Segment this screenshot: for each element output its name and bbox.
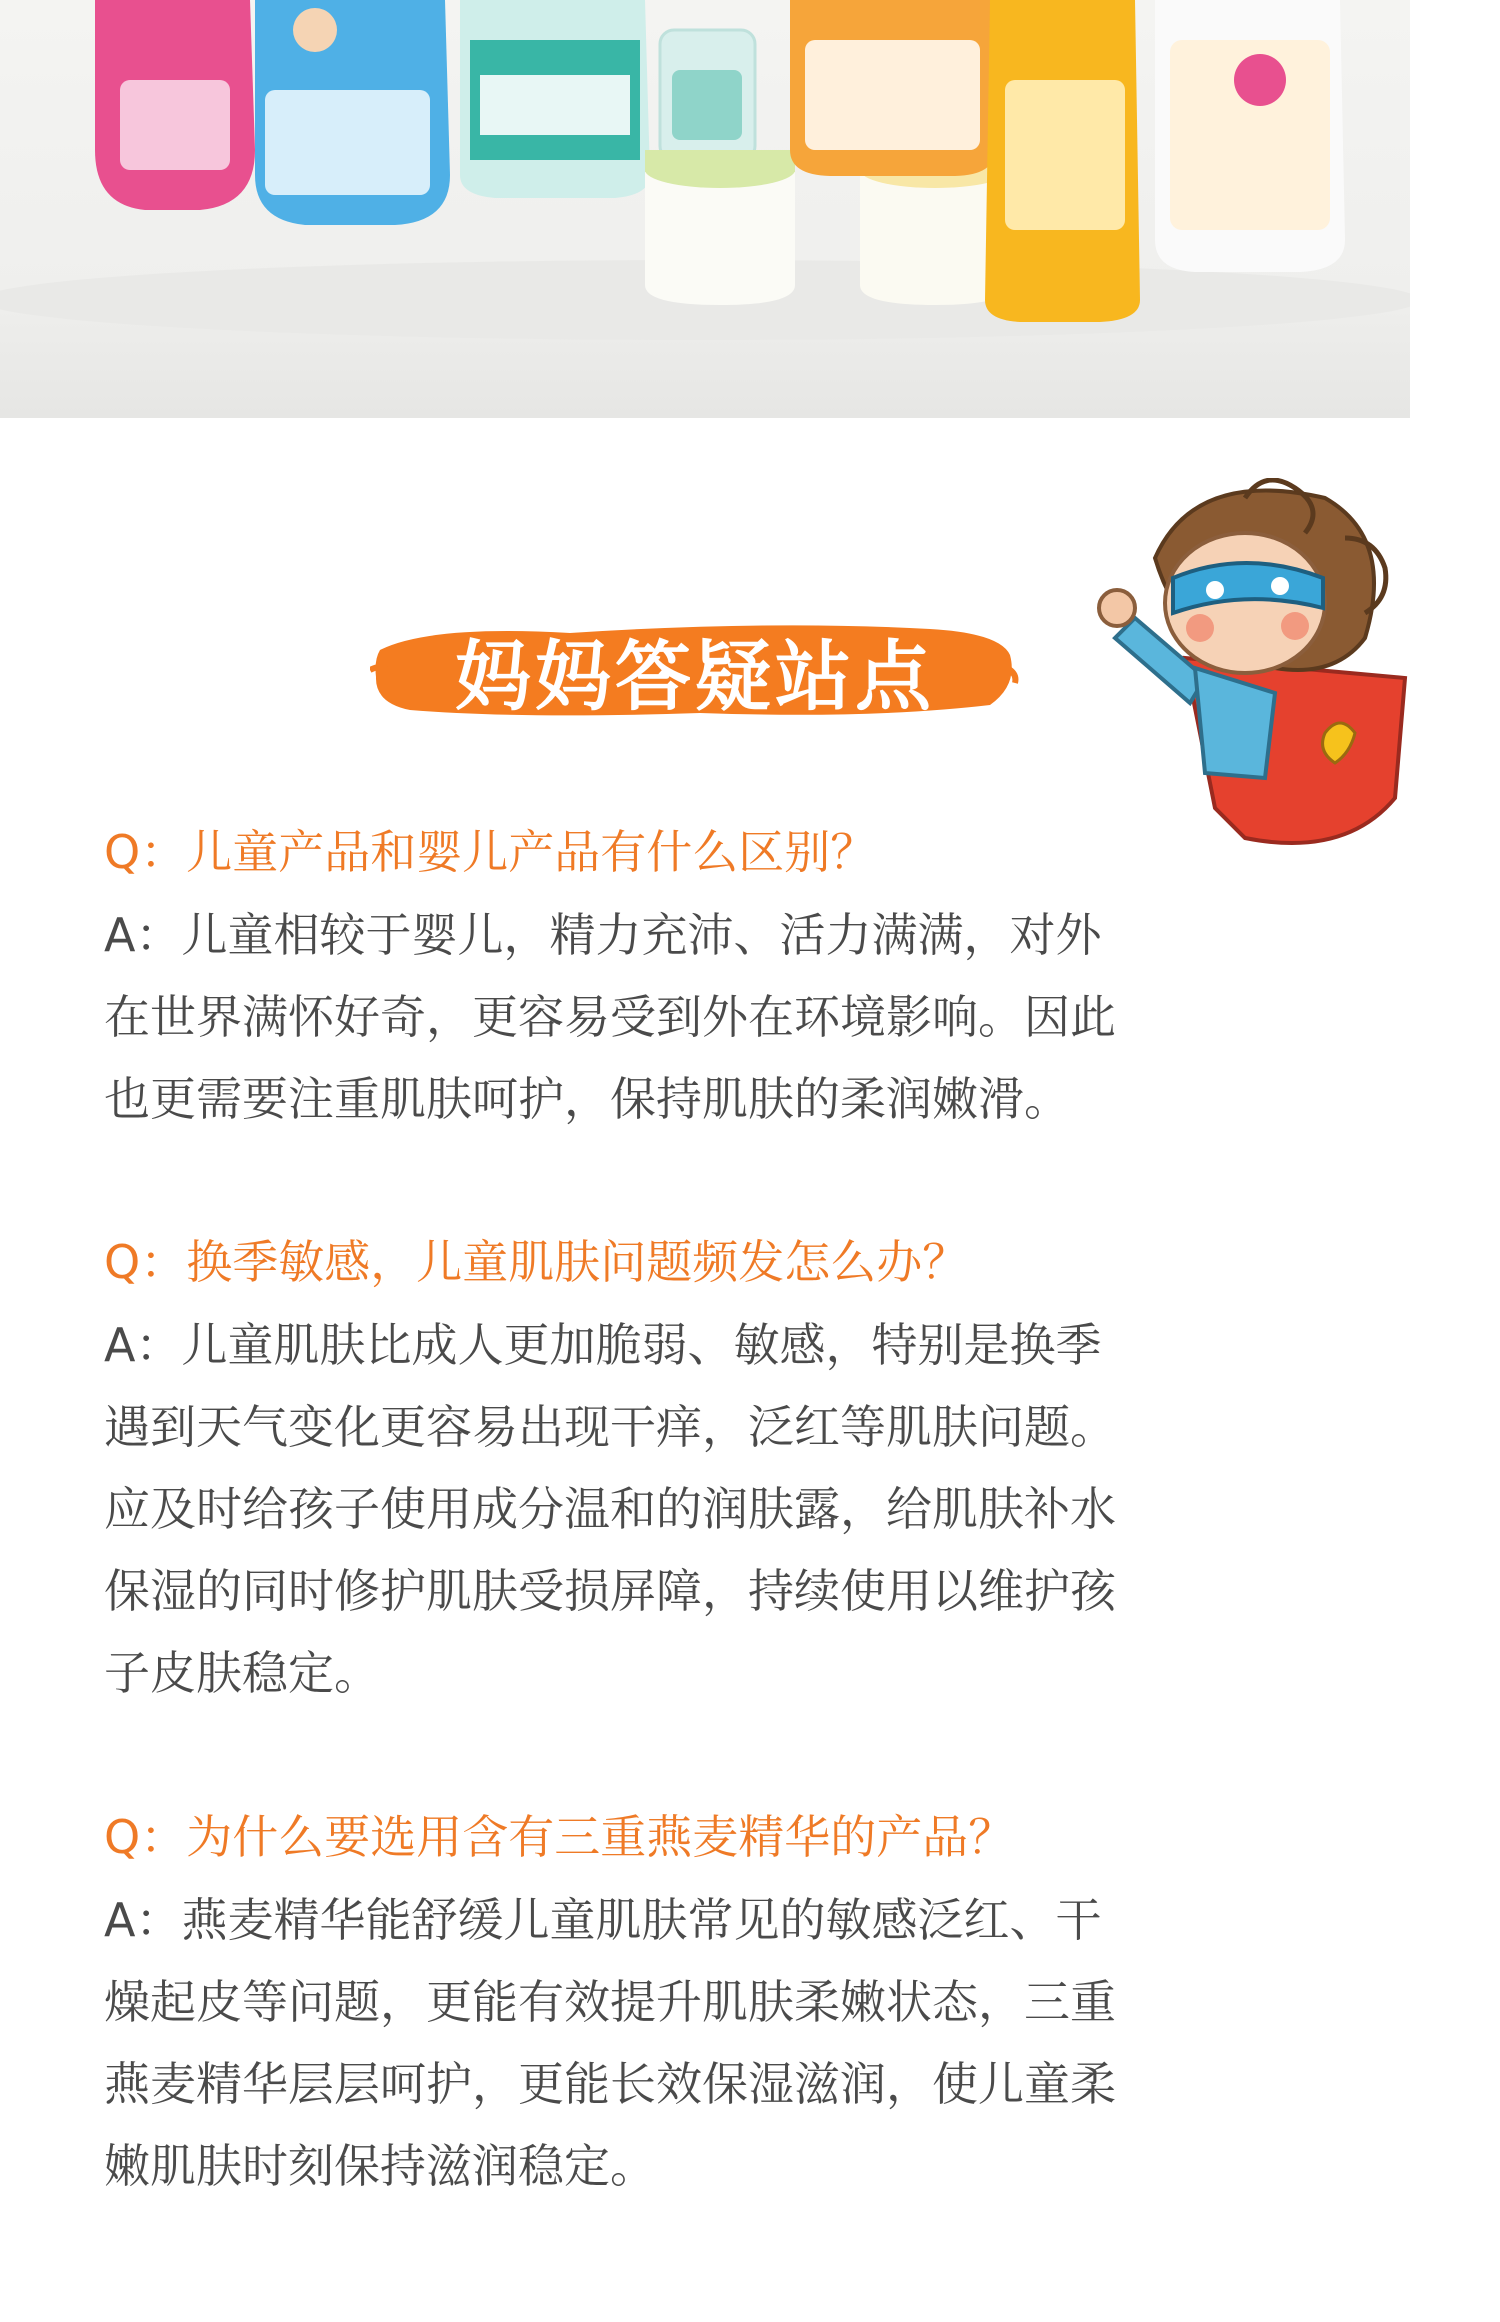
answer-line: 保湿的同时修护肌肤受损屏障，持续使用以维护孩: [104, 1564, 1116, 1618]
section-title-banner: [370, 615, 1020, 725]
superhero-mascot-icon: [1095, 478, 1415, 858]
question-text: Q：换季敏感，儿童肌肤问题频发怎么办？: [104, 1235, 969, 1289]
answer-text: [104, 1879, 1304, 2207]
page-title: 妈妈答疑站点: [455, 631, 935, 721]
product-photo-icon: [0, 0, 1410, 418]
answer-line: A：儿童相较于婴儿，精力充沛、活力满满，对外: [104, 908, 1102, 962]
answer-line: A：燕麦精华能舒缓儿童肌肤常见的敏感泛红、干: [104, 1893, 1102, 1947]
question-text: Q：为什么要选用含有三重燕麦精华的产品？: [104, 1810, 1015, 1864]
hero-product-image: [0, 0, 1410, 418]
answer-line: 也更需要注重肌肤呵护，保持肌肤的柔润嫩滑。: [104, 1072, 1070, 1126]
answer-line: 应及时给孩子使用成分温和的润肤露，给肌肤补水: [104, 1482, 1116, 1536]
qa-item-1: [104, 810, 1304, 1140]
qa-item-2: [104, 1220, 1304, 1714]
answer-line: 嫩肌肤时刻保持滋润稳定。: [104, 2139, 656, 2193]
answer-line: 子皮肤稳定。: [104, 1646, 380, 1700]
answer-line: 在世界满怀好奇，更容易受到外在环境影响。因此: [104, 990, 1116, 1044]
right-margin: [1410, 0, 1500, 2322]
answer-line: 燥起皮等问题，更能有效提升肌肤柔嫩状态，三重: [104, 1975, 1116, 2029]
answer-line: 遇到天气变化更容易出现干痒，泛红等肌肤问题。: [104, 1400, 1116, 1454]
answer-text: [104, 1304, 1304, 1714]
question-text: Q：儿童产品和婴儿产品有什么区别？: [104, 825, 877, 879]
answer-line: A：儿童肌肤比成人更加脆弱、敏感，特别是换季: [104, 1318, 1102, 1372]
answer-text: [104, 894, 1304, 1140]
answer-line: 燕麦精华层层呵护，更能长效保湿滋润，使儿童柔: [104, 2057, 1116, 2111]
qa-item-3: [104, 1795, 1304, 2207]
